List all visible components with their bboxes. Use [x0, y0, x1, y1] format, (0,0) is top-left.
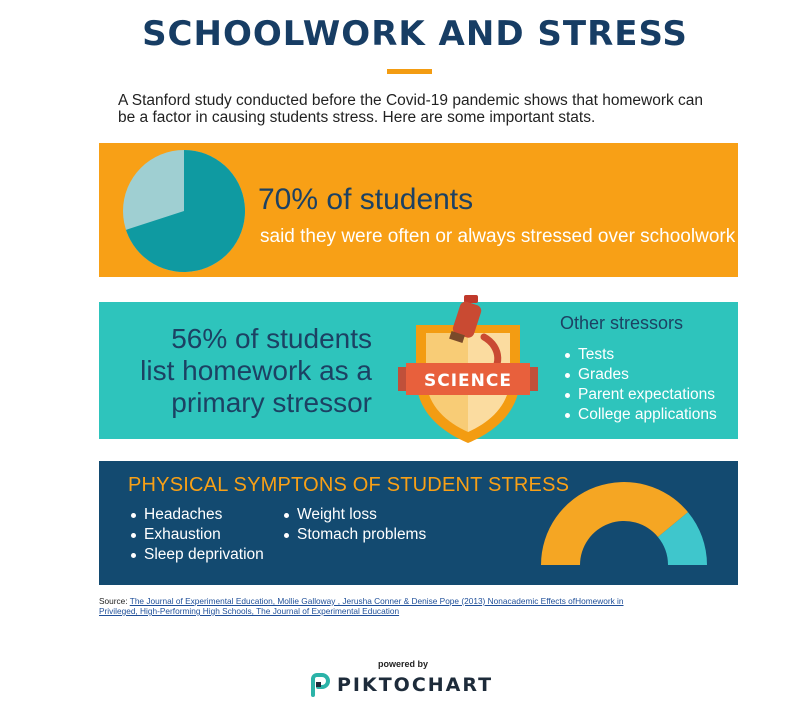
stressed-pie-chart: [122, 149, 246, 273]
other-stressors-title: Other stressors: [560, 313, 684, 333]
piktochart-logo[interactable]: [309, 673, 493, 697]
powered-by-label: powered by: [377, 659, 428, 669]
stressed-detail: said they were often or always stressed over schoolwork: [260, 226, 736, 247]
homework-headline-line: list homework as a: [140, 355, 372, 386]
list-item: Weight loss: [297, 505, 426, 525]
symptoms-gauge: [540, 481, 708, 565]
list-item: Grades: [578, 365, 717, 385]
piktochart-brand: PIKTOCHART: [337, 674, 494, 696]
source-label: Source:: [99, 596, 128, 606]
other-stressors-list: [578, 345, 717, 425]
list-item: Parent expectations: [578, 386, 716, 403]
list-item: College applications: [578, 406, 717, 423]
homework-headline: [116, 323, 372, 419]
homework-headline-line: 56% of students: [171, 323, 372, 354]
piktochart-logo-icon: [309, 673, 331, 697]
gauge-main-segment: [541, 482, 688, 565]
badge-label: SCIENCE: [424, 371, 512, 391]
list-item: Headaches: [144, 505, 264, 525]
physical-symptoms-title: PHYSICAL SYMPTONS OF STUDENT STRESS: [128, 474, 570, 496]
homework-headline-line: primary stressor: [171, 387, 372, 418]
infographic-title: SCHOOLWORK AND STRESS: [142, 14, 688, 54]
list-item: Exhaustion: [144, 525, 264, 545]
science-badge: [398, 293, 538, 445]
source-link[interactable]: The Journal of Experimental Education, Mollie Galloway , Jerusha Conner & Denise Pope (2013) Nonacademic Effects ofHomework in Privileged, High-Performing High Schools, The Journal of Experimental Education: [99, 596, 624, 616]
list-item: Tests: [578, 345, 717, 365]
list-item: Stomach problems: [297, 526, 427, 543]
symptoms-column-1: [144, 505, 264, 565]
list-item: Sleep deprivation: [144, 546, 264, 563]
symptoms-column-2: [297, 505, 426, 545]
source-citation: [99, 596, 659, 616]
stressed-headline: 70% of students: [258, 183, 474, 216]
intro-text: A Stanford study conducted before the Covid-19 pandemic shows that homework can be a factor in causing students stress. Here are some important stats.: [118, 92, 704, 126]
title-underline: [387, 69, 432, 74]
